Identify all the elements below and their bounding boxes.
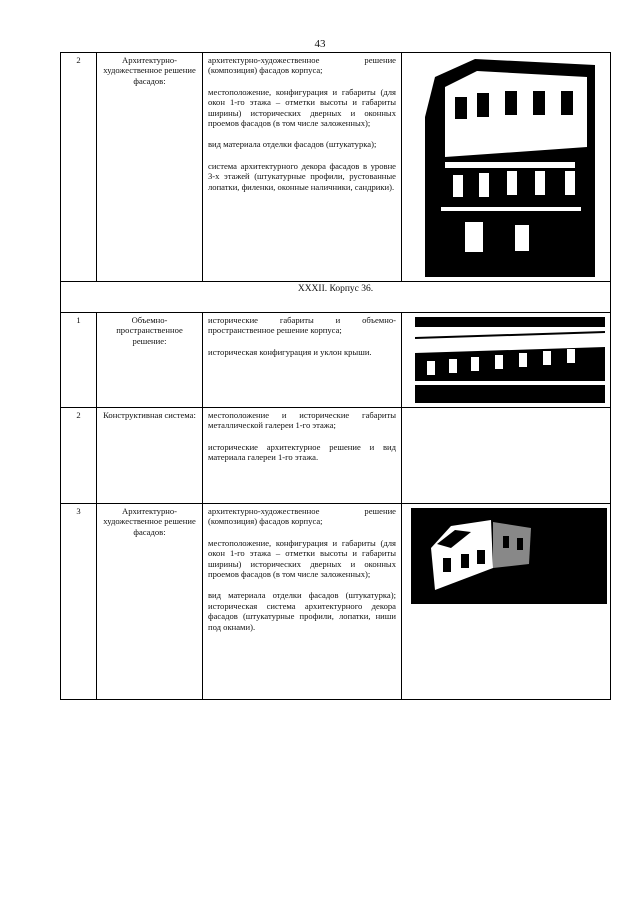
element-name: Конструктивная система: bbox=[97, 408, 203, 504]
element-name: Архитектурно-художественное решение фасадов: bbox=[97, 504, 203, 700]
table-row bbox=[61, 313, 611, 408]
description-item: система архитектурного декора фасадов в уровне 3-х этажей (штукатурные профили, рустованные лопатки, филенки, оконные наличники, сандрики). bbox=[208, 160, 396, 192]
description-item: архитектурно-художественное решение (композиция) фасадов корпуса; bbox=[208, 55, 396, 76]
description-item: исторические архитектурное решение и вид материала галереи 1-го этажа. bbox=[208, 441, 396, 463]
page-number: 43 bbox=[314, 38, 326, 50]
table-row bbox=[61, 408, 611, 504]
description-item: местоположение, конфигурация и габариты (для окон 1-го этажа – отметки высоты и габариты ширины) исторических дверных и оконных проемов фасадов (в том числе заложенных); bbox=[208, 86, 396, 129]
description-item: архитектурно-художественное решение (композиция) фасадов корпуса; bbox=[208, 506, 396, 527]
protected-elements-table bbox=[60, 52, 611, 700]
row-number: 3 bbox=[61, 504, 97, 700]
table-row bbox=[61, 53, 611, 282]
description-item: вид материала отделки фасадов (штукатурка); историческая система архитектурного декора фасадов (штукатурные профили, лопатки, ниши под окнами). bbox=[208, 590, 396, 632]
description-item: местоположение, конфигурация и габариты (для окон 1-го этажа – отметки высоты и габариты ширины) исторических дверных и оконных проемов фасадов (в том числе заложенных); bbox=[208, 537, 396, 580]
row-number: 1 bbox=[61, 313, 97, 408]
row-number: 2 bbox=[61, 53, 97, 282]
building-roof-photo bbox=[415, 317, 605, 403]
element-description bbox=[203, 504, 402, 700]
section-row bbox=[61, 282, 611, 313]
photo-cell bbox=[402, 53, 611, 282]
photo-cell bbox=[402, 408, 611, 504]
building-facade-photo bbox=[411, 508, 607, 604]
building-corner-photo bbox=[415, 57, 605, 277]
element-name: Объемно-пространственное решение: bbox=[97, 313, 203, 408]
description-item: вид материала отделки фасадов (штукатурка); bbox=[208, 139, 377, 150]
description-item: исторические габариты и объемно-пространственное решение корпуса; bbox=[208, 315, 396, 336]
description-item: историческая конфигурация и уклон крыши. bbox=[208, 346, 372, 357]
description-item: местоположение и исторические габариты металлической галереи 1-го этажа; bbox=[208, 410, 396, 431]
element-description bbox=[203, 313, 402, 408]
element-description bbox=[203, 53, 402, 282]
element-name: Архитектурно-художественное решение фасадов: bbox=[97, 53, 203, 282]
photo-cell bbox=[402, 504, 611, 700]
section-title: XXXII. Корпус 36. bbox=[61, 282, 611, 313]
table-row bbox=[61, 504, 611, 700]
element-description bbox=[203, 408, 402, 504]
photo-cell bbox=[402, 313, 611, 408]
row-number: 2 bbox=[61, 408, 97, 504]
